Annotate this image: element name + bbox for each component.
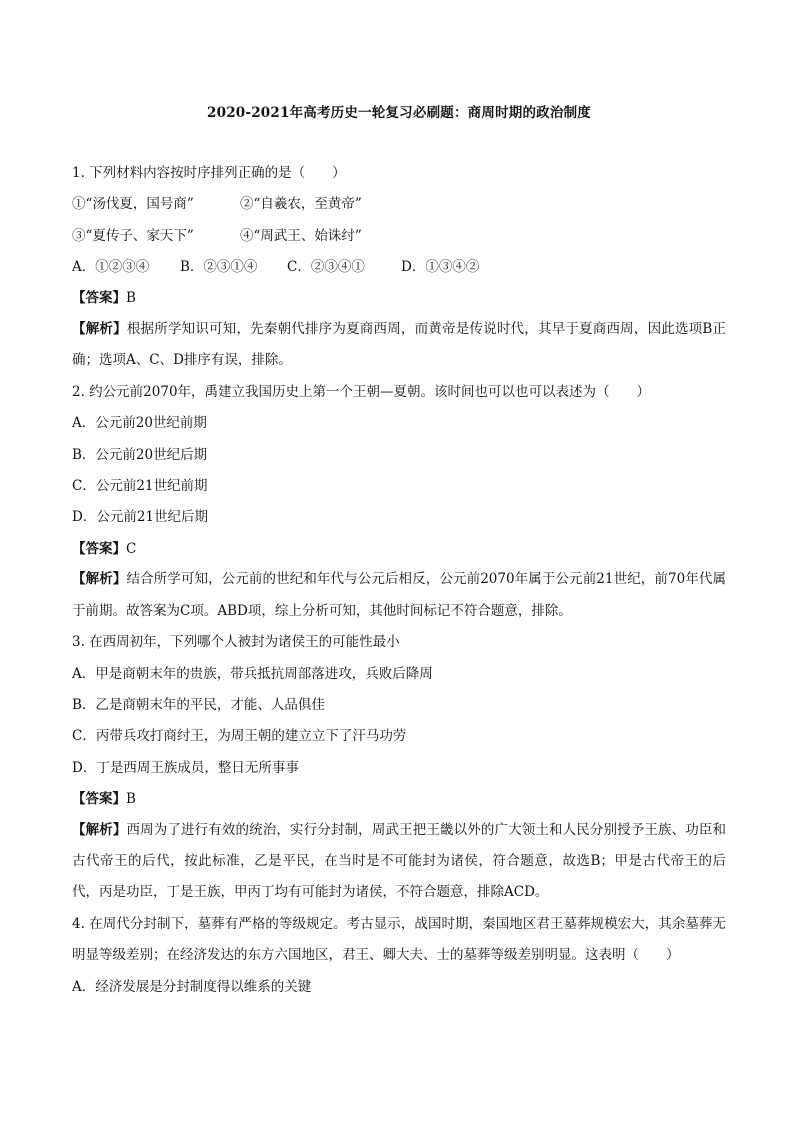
question-1-material-4: ④“周武王、始诛纣” [240,227,362,244]
question-2-analysis-text: 结合所学可知，公元前的世纪和年代与公元后相反，公元前2070年属于公元前21世纪，前70年代属于前期。故答案为C项。ABD项，综上分析可知，其他时间标记不符合题意，排除。 [72,571,727,619]
question-4-option-a: A．经济发展是分封制度得以维系的关键 [72,978,312,995]
question-1-analysis [72,314,726,377]
document-title: 2020-2021年高考历史一轮复习必刷题：商周时期的政治制度 [207,105,591,121]
question-3-option-c: C．丙带兵攻打商纣王，为周王朝的建立立下了汗马功劳 [72,728,407,745]
question-1-material-3: ③“夏传子、家天下” [72,227,194,244]
question-2-answer-value: C [126,540,137,557]
question-1-materials-row-2 [72,226,726,246]
question-1-materials-row-1 [72,194,726,214]
question-4-stem: 4. 在周代分封制下，墓葬有严格的等级规定。考古显示，战国时期，秦国地区君王墓葬规模宏大，其余墓葬无明显等级差别；在经济发达的东方六国地区，君王、卿大夫、士的墓葬等级差别明显。这表明（ ） [72,915,726,963]
question-1-answer [72,288,726,308]
question-2-stem: 2. 约公元前2070年，禹建立我国历史上第一个王朝—夏朝。该时间也可以也可以表述为（ ） [72,384,651,401]
question-1-option-d: D．①③④② [401,258,480,275]
question-1-option-b: B．②③①④ [180,258,258,275]
question-3-answer-value: B [126,790,136,807]
question-2-answer [72,539,726,559]
question-1-option-c: C．②③④① [287,258,365,275]
question-2-option-d: D．公元前21世纪后期 [72,509,209,526]
answer-tag: 【答案】 [72,540,126,557]
question-1-analysis-text: 根据所学知识可知，先秦朝代排序为夏商西周，而黄帝是传说时代，其早于夏商西周，因此选项B正确；选项A、C、D排序有误，排除。 [72,320,727,369]
analysis-tag: 【解析】 [72,571,127,588]
question-3-stem: 3. 在西周初年，下列哪个人被封为诸侯王的可能性最小 [72,634,400,651]
question-2-option-c: C．公元前21世纪前期 [72,477,208,494]
question-2-option-b: B．公元前20世纪后期 [72,446,208,463]
question-1-answer-value: B [126,290,136,307]
question-3-option-b: B．乙是商朝末年的平民，才能、人品俱佳 [72,697,325,714]
question-2-analysis [72,564,726,627]
question-3-analysis [72,815,726,909]
question-3-answer [72,789,726,809]
answer-tag: 【答案】 [72,790,126,807]
analysis-tag: 【解析】 [72,320,127,337]
analysis-tag: 【解析】 [72,821,127,838]
question-3-option-a: A．甲是商朝末年的贵族，带兵抵抗周部落进攻，兵败后降周 [72,665,433,682]
question-2-option-a: A．公元前20世纪前期 [72,415,207,432]
question-3-option-d: D．丁是西周王族成员，整日无所事事 [72,759,299,776]
question-1-material-2: ②“自羲农，至黄帝” [240,196,362,213]
question-1-option-a: A．①②③④ [72,258,150,275]
question-1-options [72,257,726,277]
answer-tag: 【答案】 [72,290,126,307]
question-1-material-1: ①“汤伐夏，国号商” [72,196,194,213]
question-1-stem: 1. 下列材料内容按时序排列正确的是（ ） [72,165,346,181]
question-3-analysis-text: 西周为了进行有效的统治，实行分封制，周武王把王畿以外的广大领土和人民分别授予王族、功臣和古代帝王的后代，按此标准，乙是平民，在当时是不可能封为诸侯，符合题意，故选B；甲是古代帝王的后代，丙是功臣，丁是王族，甲丙丁均有可能封为诸侯，不符合题意，排除ACD。 [72,821,727,901]
